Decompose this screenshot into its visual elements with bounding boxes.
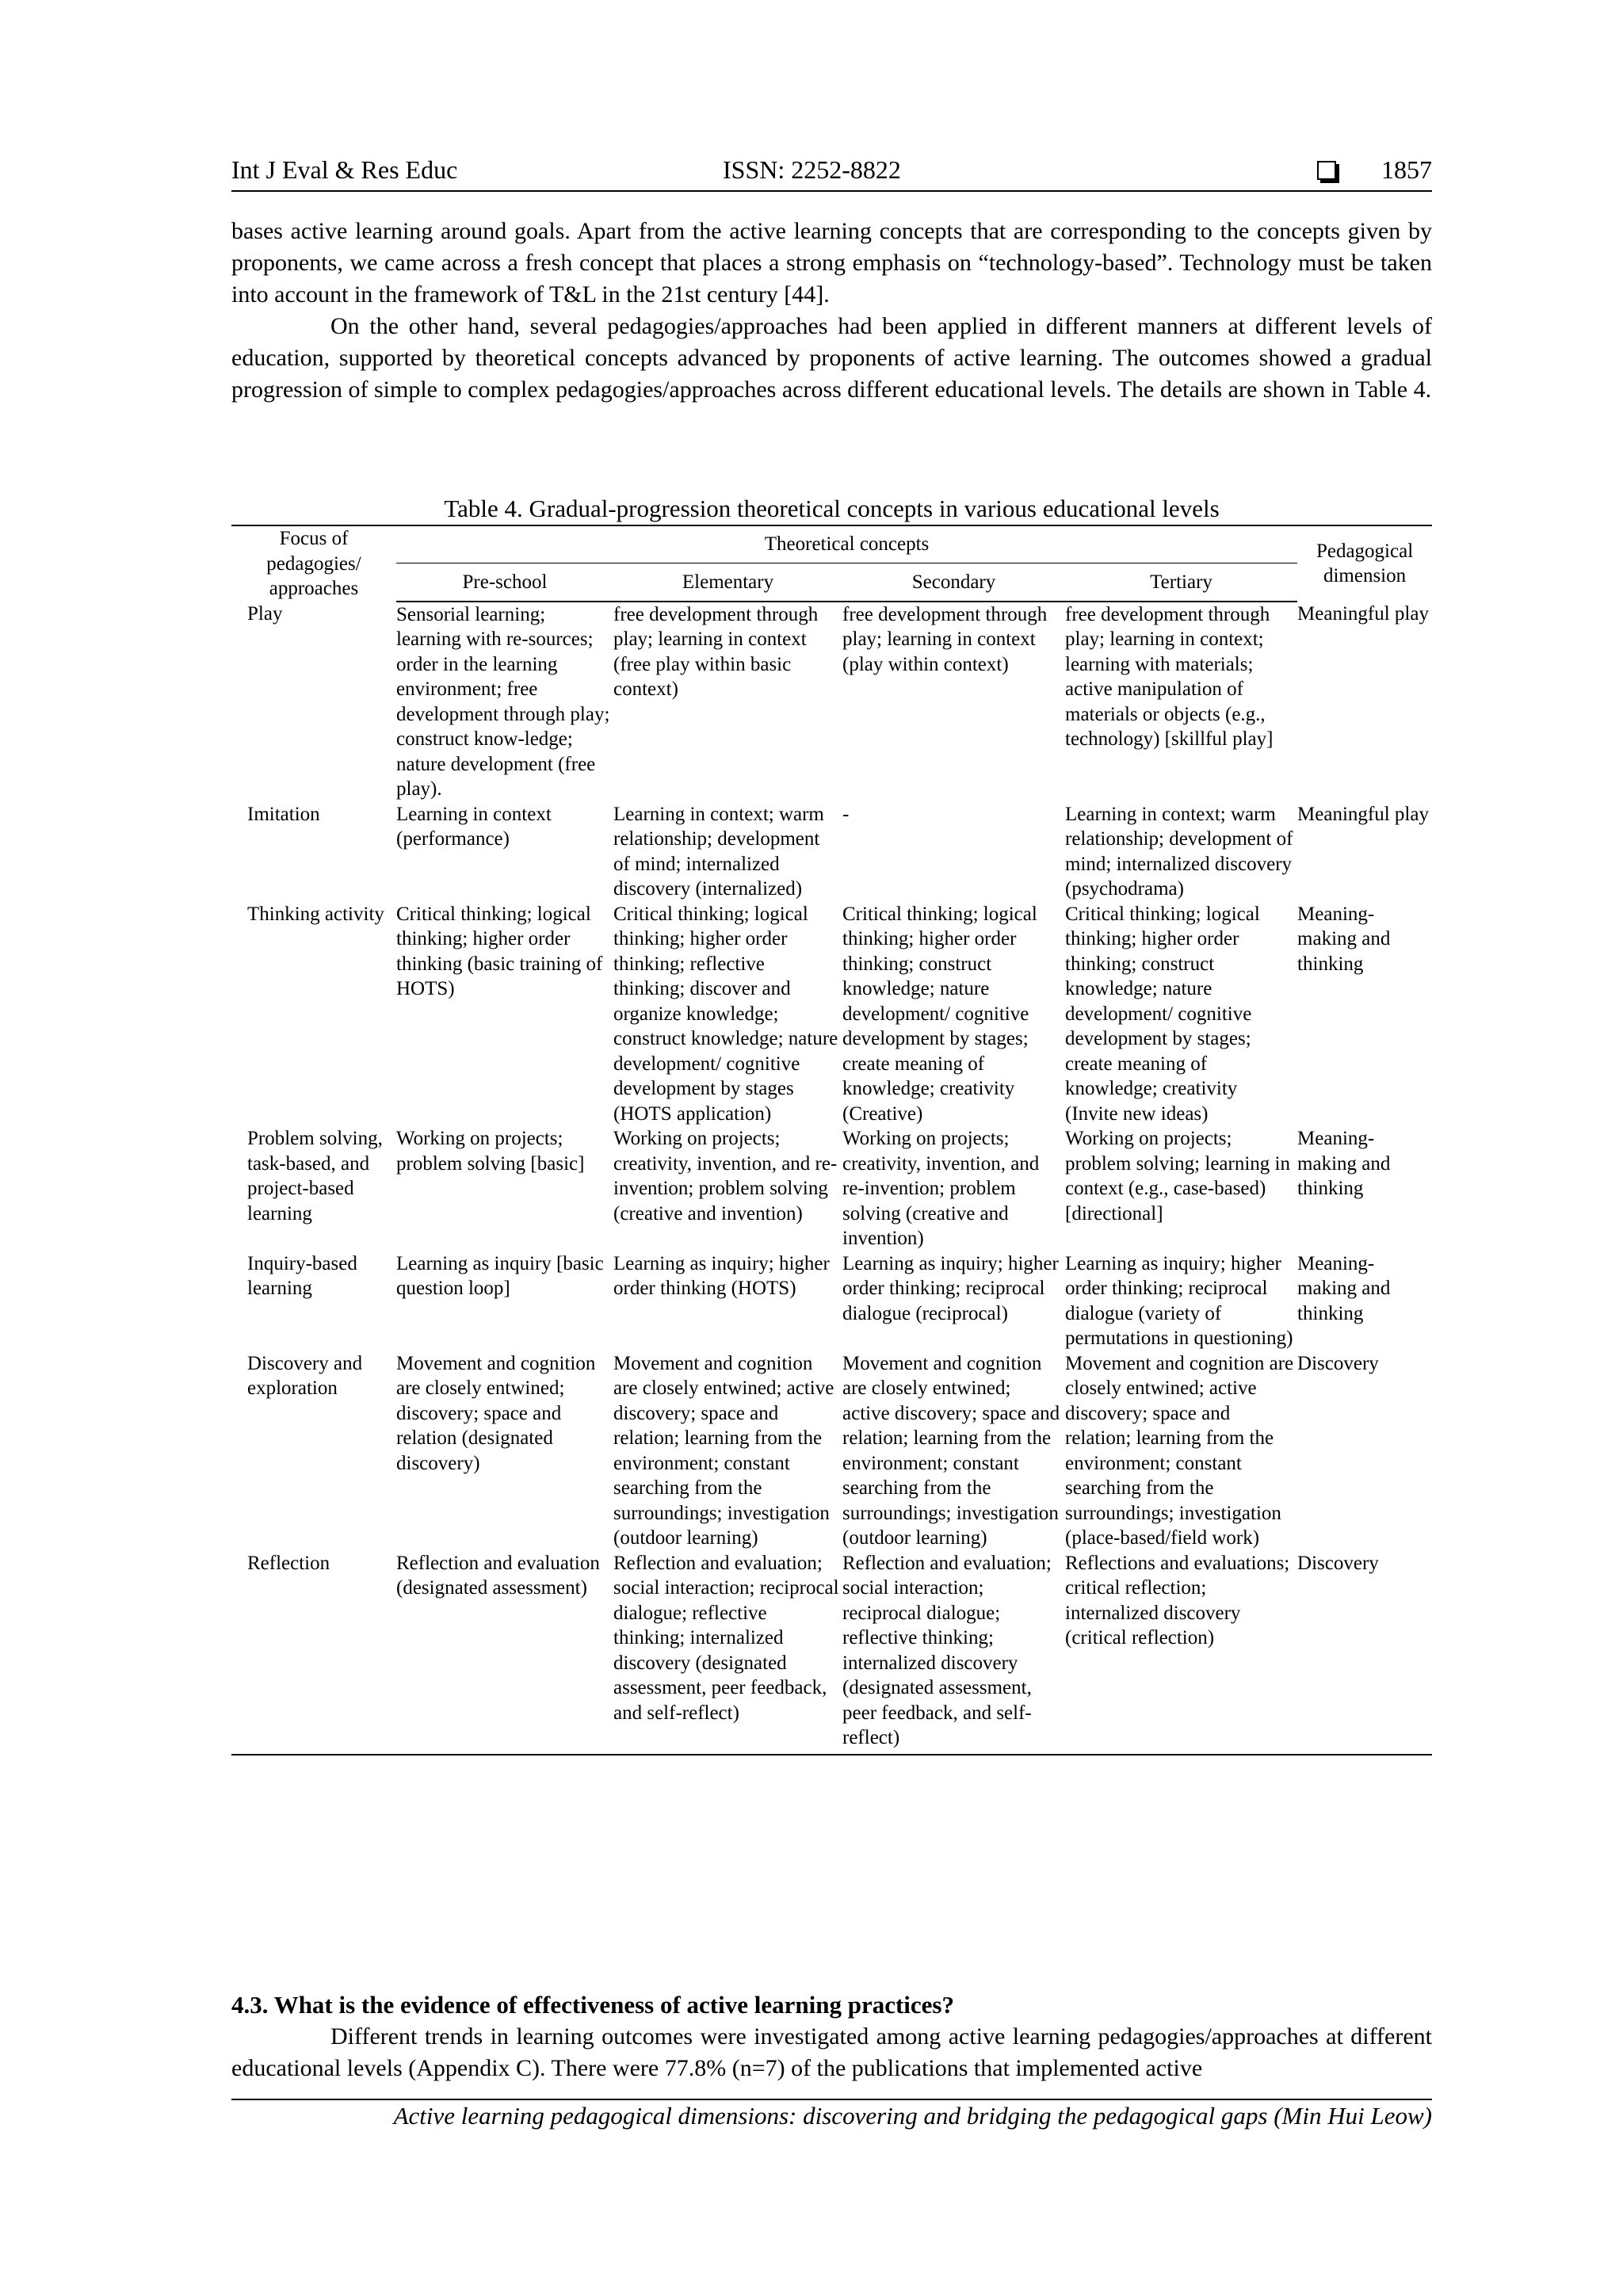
table-row	[231, 1351, 1432, 1551]
cell-preschool: Reflection and evaluation (designated assessment)	[396, 1551, 613, 1755]
cell-tertiary: Learning as inquiry; higher order thinking; reciprocal dialogue (variety of permutations in questioning)	[1065, 1252, 1293, 1349]
cell-secondary: free development through play; learning in context (play within context)	[842, 603, 1048, 675]
header-focus: Focus of pedagogies/ approaches	[231, 525, 396, 602]
table-row	[231, 1251, 1432, 1351]
cell-dimension: Meaning-making and thinking	[1297, 1252, 1391, 1324]
cell-elementary: Critical thinking; logical thinking; higher order thinking; reflective thinking; discover and organize knowledge; construct knowledge; nature development/ cognitive development by stages (HOTS application)	[613, 903, 838, 1125]
square-bullet-icon	[1317, 161, 1336, 180]
cell-dimension: Meaning-making and thinking	[1297, 903, 1391, 975]
cell-elementary: Learning as inquiry; higher order thinking (HOTS)	[613, 1252, 830, 1299]
cell-preschool: Sensorial learning; learning with re-sources; order in the learning environment; free development through play; construct know-ledge; nature development (free play).	[396, 603, 610, 800]
cell-focus: Thinking activity	[247, 903, 384, 925]
cell-elementary: Learning in context; warm relationship; development of mind; internalized discovery (internalized)	[613, 803, 824, 900]
cell-dimension: Discovery	[1297, 1551, 1432, 1755]
cell-dimension: Meaningful play	[1297, 803, 1429, 825]
cell-focus: Discovery and exploration	[247, 1352, 363, 1399]
cell-tertiary: Movement and cognition are closely entwined; active discovery; space and relation; learning from the environment; constant searching from the surroundings; investigation (place-based/field work)	[1065, 1352, 1294, 1549]
cell-focus: Problem solving, task-based, and project-based learning	[247, 1128, 383, 1224]
section-heading: 4.3. What is the evidence of effectiveness of active learning practices?	[231, 1991, 954, 2019]
table-caption: Table 4. Gradual-progression theoretical concepts in various educational levels	[444, 495, 1220, 522]
cell-elementary: Movement and cognition are closely entwined; active discovery; space and relation; learning from the environment; constant searching from the surroundings; investigation (outdoor learning)	[613, 1352, 834, 1549]
header-level: Secondary	[842, 563, 1065, 602]
cell-elementary: free development through play; learning in context (free play within basic context)	[613, 603, 819, 700]
paragraph-1: bases active learning around goals. Apart from the active learning concepts that are corresponding to the concepts given by proponents, we came across a fresh concept that places a strong emphasis on “technology-based”. Technology must be taken into account in the framework of T&L in the 21st century [44].	[231, 218, 1432, 308]
header-level: Pre-school	[396, 563, 613, 602]
header-theoretical-concepts: Theoretical concepts	[396, 525, 1297, 563]
journal-name: Int J Eval & Res Educ	[231, 155, 458, 184]
cell-secondary: Working on projects; creativity, invention, and re-invention; problem solving (creative and invention)	[842, 1128, 1040, 1249]
header-level: Tertiary	[1065, 563, 1297, 602]
cell-dimension: Discovery	[1297, 1352, 1379, 1374]
cell-dimension: Meaningful play	[1297, 602, 1429, 625]
paragraph-3: Different trends in learning outcomes were investigated among active learning pedagogies/approaches at different educational levels (Appendix C). There were 77.8% (n=7) of the publications that implemented active	[231, 2023, 1432, 2081]
cell-focus: Reflection	[231, 1551, 396, 1755]
cell-tertiary: free development through play; learning in context; learning with materials; active manipulation of materials or objects (e.g., technology) [skillful play]	[1065, 603, 1274, 750]
table-row	[231, 1551, 1432, 1755]
cell-elementary: Reflection and evaluation; social interaction; reciprocal dialogue; reflective thinking; internalized discovery (designated assessment, peer feedback, and self-reflect)	[613, 1551, 842, 1755]
table-row	[231, 602, 1432, 802]
cell-tertiary: Critical thinking; logical thinking; higher order thinking; construct knowledge; nature development/ cognitive development by stages; create meaning of knowledge; creativity (Invite new ideas)	[1065, 903, 1260, 1125]
table-4	[231, 525, 1432, 1755]
cell-preschool: Movement and cognition are closely entwined; discovery; space and relation (designated discovery)	[396, 1352, 596, 1474]
cell-preschool: Working on projects; problem solving [basic]	[396, 1128, 585, 1175]
cell-secondary: Movement and cognition are closely entwined; active discovery; space and relation; learning from the environment; constant searching from the surroundings; investigation (outdoor learning)	[842, 1352, 1060, 1549]
cell-dimension: Meaning-making and thinking	[1297, 1128, 1391, 1199]
cell-focus: Play	[247, 602, 283, 625]
table-row	[231, 902, 1432, 1127]
cell-preschool: Learning as inquiry [basic question loop]	[396, 1252, 604, 1299]
cell-secondary: -	[842, 803, 850, 825]
cell-elementary: Working on projects; creativity, invention, and re-invention; problem solving (creative and invention)	[613, 1128, 838, 1224]
cell-secondary: Critical thinking; logical thinking; higher order thinking; construct knowledge; nature development/ cognitive development by stages; create meaning of knowledge; creativity (Creative)	[842, 903, 1037, 1125]
cell-preschool: Critical thinking; logical thinking; higher order thinking (basic training of HOTS)	[396, 903, 603, 999]
header-pedagogical-dimension: Pedagogical dimension	[1297, 525, 1432, 602]
cell-focus: Imitation	[247, 803, 320, 825]
running-footer: Active learning pedagogical dimensions: discovering and bridging the pedagogical gaps (Min Hui Leow)	[231, 2099, 1432, 2130]
cell-tertiary: Reflections and evaluations; critical reflection; internalized discovery (critical reflection)	[1065, 1551, 1297, 1755]
paragraph-2: On the other hand, several pedagogies/approaches had been applied in different manners at different levels of education, supported by theoretical concepts advanced by proponents of active learning. The outcomes showed a gradual progression of simple to complex pedagogies/approaches across different educational levels. The details are shown in Table 4.	[231, 313, 1432, 403]
page-number: 1857	[1381, 155, 1432, 184]
table-row	[231, 1126, 1432, 1251]
cell-tertiary: Learning in context; warm relationship; development of mind; internalized discovery (psychodrama)	[1065, 803, 1293, 900]
cell-tertiary: Working on projects; problem solving; learning in context (e.g., case-based) [directional]	[1065, 1128, 1290, 1224]
cell-focus: Inquiry-based learning	[247, 1252, 357, 1299]
cell-preschool: Learning in context (performance)	[396, 803, 552, 850]
header-level: Elementary	[613, 563, 842, 602]
cell-secondary: Reflection and evaluation; social interaction; reciprocal dialogue; reflective thinking; internalized discovery (designated assessment, peer feedback, and self-reflect)	[842, 1551, 1065, 1755]
issn: ISSN: 2252-8822	[723, 155, 901, 184]
cell-secondary: Learning as inquiry; higher order thinking; reciprocal dialogue (reciprocal)	[842, 1252, 1059, 1324]
table-row	[231, 802, 1432, 902]
running-header	[231, 155, 1432, 192]
